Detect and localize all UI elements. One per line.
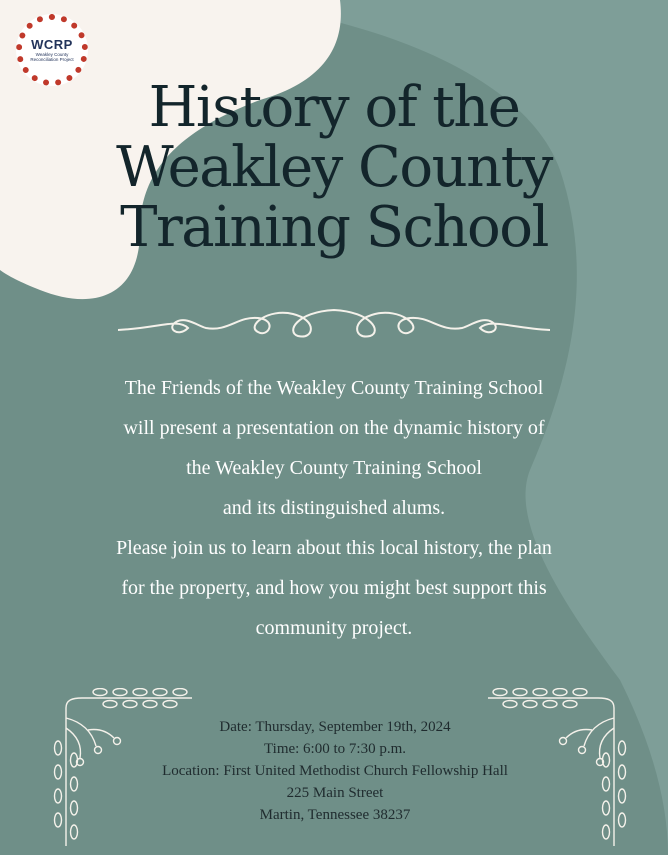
title-line-3: Training School (120, 195, 548, 260)
description-line-6: for the property, and how you might best support this (121, 577, 547, 599)
logo-abbreviation: WCRP (31, 37, 73, 52)
event-details (120, 716, 550, 826)
logo-full-name: Weakley County Reconciliation Project (30, 52, 74, 62)
event-street-address: 225 Main Street (286, 785, 384, 801)
description-line-2: will present a presentation on the dynamic history of (123, 417, 545, 439)
description-line-4: and its distinguished alums. (222, 497, 446, 519)
description-line-3: the Weakley County Training School (186, 457, 482, 479)
event-description (40, 368, 628, 648)
description-line-1: The Friends of the Weakley County Training School (124, 377, 544, 399)
event-title (0, 75, 668, 260)
event-city-state-zip: Martin, Tennessee 38237 (259, 807, 411, 823)
description-line-7: community project. (255, 617, 413, 639)
wcrp-logo (16, 14, 88, 86)
event-date: Date: Thursday, September 19th, 2024 (219, 719, 451, 735)
event-time: Time: 6:00 to 7:30 p.m. (264, 741, 406, 757)
title-line-1: History of the (148, 75, 520, 140)
title-line-2: Weakley County (116, 135, 552, 200)
description-line-5: Please join us to learn about this local history, the plan (116, 537, 552, 559)
swirl-divider-icon (118, 298, 550, 348)
event-location: Location: First United Methodist Church Fellowship Hall (162, 763, 508, 779)
